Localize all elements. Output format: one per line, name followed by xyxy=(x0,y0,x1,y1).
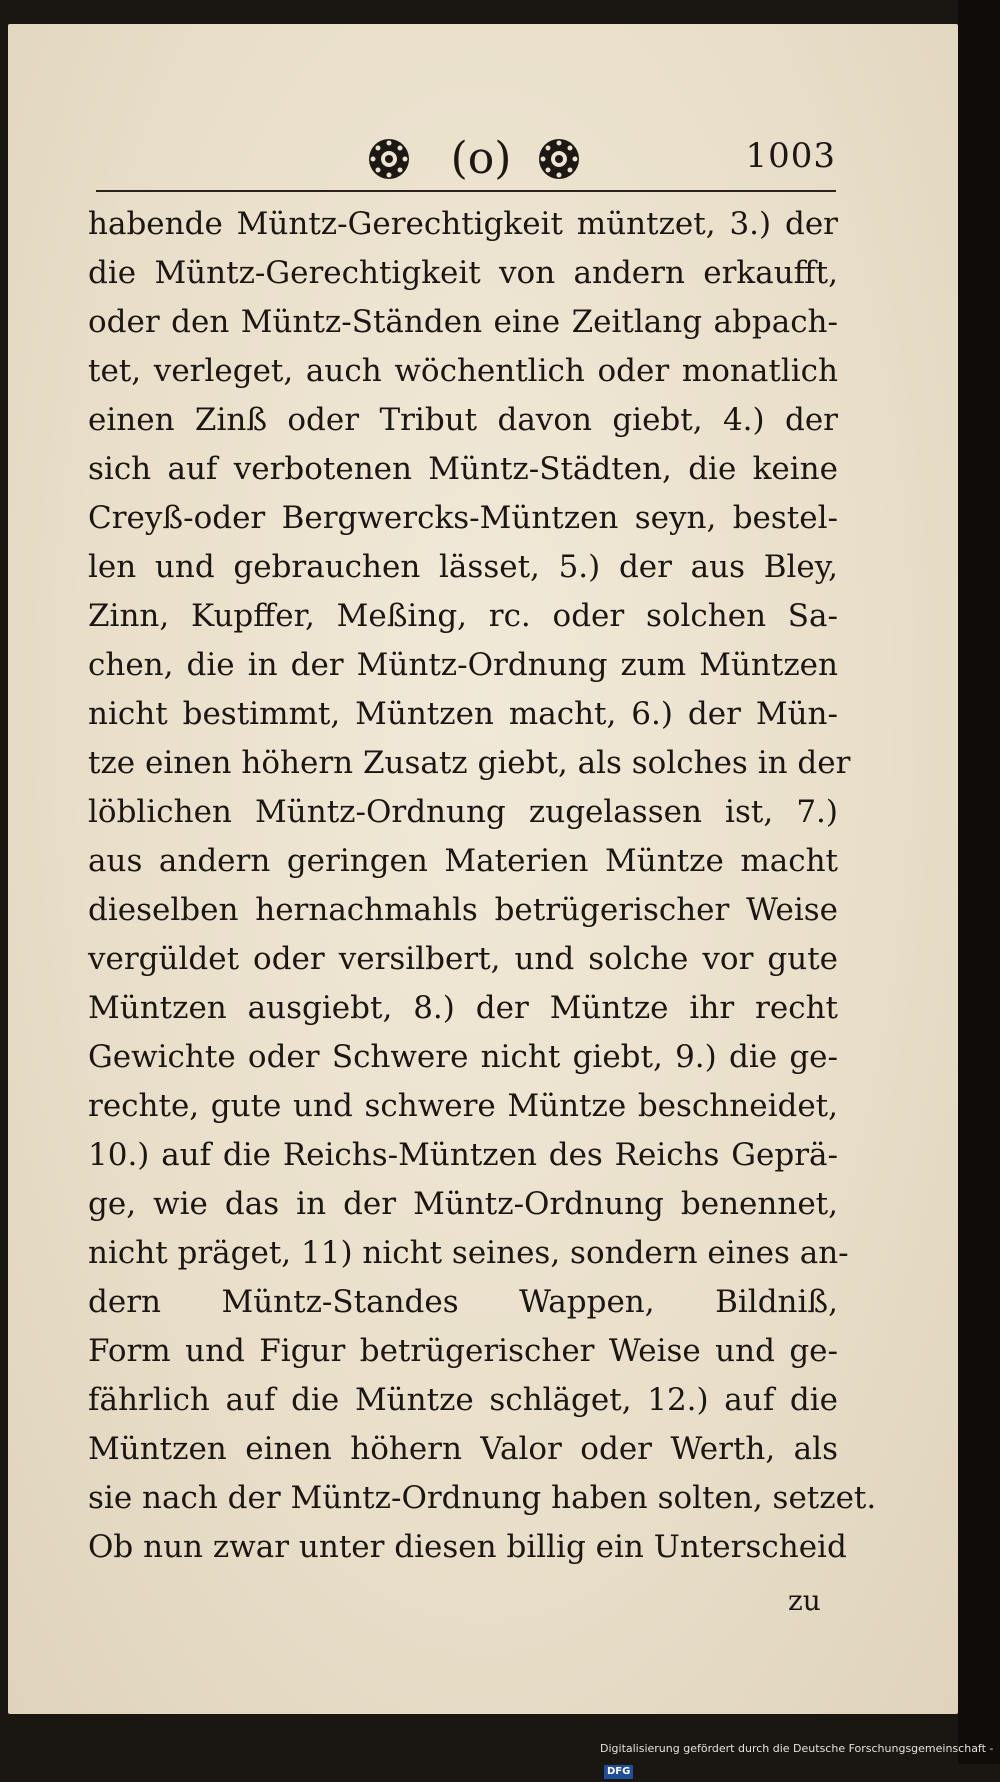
text-line: fährlich auf die Müntze schläget, 12.) auf die xyxy=(88,1382,838,1418)
text-line: die Müntz-Gerechtigkeit von andern erkaufft, xyxy=(88,255,838,291)
text-line: Ob nun zwar unter diesen billig ein Unterscheid xyxy=(88,1529,847,1565)
text-line: vergüldet oder versilbert, und solche vor gute xyxy=(88,941,838,977)
text-line: habende Müntz-Gerechtigkeit müntzet, 3.) der xyxy=(88,206,838,242)
text-line: 10.) auf die Reichs-Müntzen des Reichs Geprä- xyxy=(88,1137,838,1173)
text-line: len und gebrauchen lässet, 5.) der aus Bley, xyxy=(88,549,838,585)
text-line: sich auf verbotenen Müntz-Städten, die keine xyxy=(88,451,838,487)
text-line: Creyß-oder Bergwercks-Müntzen seyn, bestel- xyxy=(88,500,838,536)
header-signature: (o) xyxy=(450,133,512,184)
text-line: dern Müntz-Standes Wappen, Bildniß, xyxy=(88,1284,838,1320)
text-line: aus andern geringen Materien Müntze macht xyxy=(88,843,838,879)
rosette-ornament-icon xyxy=(536,136,582,182)
text-line: einen Zinß oder Tribut davon giebt, 4.) der xyxy=(88,402,838,438)
text-line: sie nach der Müntz-Ordnung haben solten, setzet. xyxy=(88,1480,877,1516)
digitization-credit xyxy=(600,1738,1000,1777)
text-line: Form und Figur betrügerischer Weise und ge- xyxy=(88,1333,838,1369)
text-line: ge, wie das in der Müntz-Ordnung benennet, xyxy=(88,1186,838,1222)
page-number: 1003 xyxy=(745,136,836,176)
text-line: oder den Müntz-Ständen eine Zeitlang abpach- xyxy=(88,304,838,340)
text-line: Müntzen einen höhern Valor oder Werth, als xyxy=(88,1431,838,1467)
text-line: rechte, gute und schwere Müntze beschneidet, xyxy=(88,1088,838,1124)
text-line: tet, verleget, auch wöchentlich oder monatlich xyxy=(88,353,838,389)
text-line: chen, die in der Müntz-Ordnung zum Müntzen xyxy=(88,647,838,683)
header-rule xyxy=(96,190,836,192)
text-line: Gewichte oder Schwere nicht giebt, 9.) die ge- xyxy=(88,1039,838,1075)
catchword: zu xyxy=(788,1584,821,1617)
text-line: dieselben hernachmahls betrügerischer Weise xyxy=(88,892,838,928)
page-header xyxy=(96,130,836,194)
dfg-logo-badge: DFG xyxy=(604,1765,633,1779)
rosette-ornament-icon xyxy=(366,136,412,182)
text-line: tze einen höhern Zusatz giebt, als solches in der xyxy=(88,745,851,781)
scan-edge xyxy=(958,0,1000,1764)
text-line: nicht präget, 11) nicht seines, sondern eines an- xyxy=(88,1235,849,1271)
body-text xyxy=(88,200,877,1572)
text-line: Müntzen ausgiebt, 8.) der Müntze ihr recht xyxy=(88,990,838,1026)
text-line: nicht bestimmt, Müntzen macht, 6.) der Mün- xyxy=(88,696,838,732)
credit-text: Digitalisierung gefördert durch die Deutsche Forschungsgemeinschaft - xyxy=(600,1742,994,1755)
book-page xyxy=(8,24,958,1714)
text-line: löblichen Müntz-Ordnung zugelassen ist, 7.) xyxy=(88,794,838,830)
text-line: Zinn, Kupffer, Meßing, rc. oder solchen Sa- xyxy=(88,598,838,634)
